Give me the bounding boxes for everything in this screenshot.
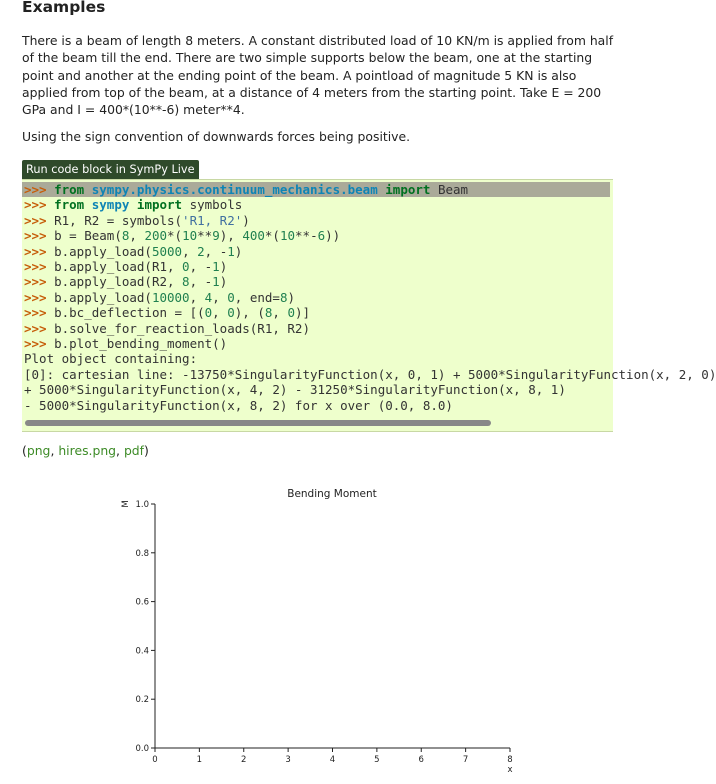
code-token: 8: [279, 289, 288, 305]
x-tick-label: 7: [462, 755, 469, 765]
code-token: ,: [212, 289, 228, 305]
code-input-line: [24, 228, 340, 243]
code-token: ): [287, 289, 295, 305]
hires-png-link[interactable]: hires.png: [58, 443, 117, 458]
code-input-line: [24, 321, 310, 336]
code-token: 0: [182, 259, 190, 274]
code-token: )]: [294, 305, 311, 321]
code-token: 400: [242, 228, 265, 244]
x-tick-label: 2: [241, 755, 247, 765]
code-token: b.apply_load(R2,: [54, 274, 183, 290]
run-sympy-live-button[interactable]: Run code block in SymPy Live: [22, 160, 199, 179]
code-token: ): [234, 243, 243, 259]
code-token: 1: [227, 243, 235, 259]
code-prompt: >>>: [24, 182, 55, 197]
code-token: 2: [197, 243, 205, 259]
code-token: ,: [189, 289, 205, 305]
code-token: R1, R2 = symbols(: [54, 212, 183, 228]
code-token: b.bc_deflection = [(: [54, 305, 205, 321]
links-separator: ,: [50, 443, 59, 458]
pdf-link[interactable]: pdf: [123, 443, 145, 458]
code-token: **-: [295, 228, 318, 244]
code-prompt: >>>: [24, 228, 55, 244]
code-token: from: [54, 197, 85, 213]
sign-convention-paragraph: Using the sign convention of downwards forces being positive.: [22, 129, 411, 144]
code-input-line: [24, 197, 242, 212]
y-tick-label: 0.8: [135, 548, 149, 559]
code-token: 5000: [151, 243, 183, 259]
bending-moment-plot: [0, 478, 627, 780]
code-prompt: >>>: [24, 320, 55, 336]
code-token: 0: [227, 289, 235, 305]
code-output-line: [24, 382, 566, 397]
links-open-paren: (: [22, 443, 27, 458]
code-output-line: [24, 351, 197, 366]
y-tick-label: 0.4: [135, 646, 149, 657]
code-token: ,: [272, 305, 288, 321]
code-token: 1: [212, 259, 220, 274]
y-tick-label: 0.0: [135, 744, 149, 754]
code-prompt: >>>: [24, 336, 55, 351]
code-input-line: [24, 274, 227, 289]
code-prompt: >>>: [24, 305, 55, 321]
code-token: Beam: [430, 182, 469, 197]
code-token: b.plot_bending_moment(): [54, 336, 228, 351]
x-tick-label: 6: [418, 755, 424, 765]
code-token: b.apply_load(: [54, 289, 152, 305]
code-token: b.solve_for_reaction_loads(R1, R2): [54, 320, 310, 336]
code-token: Plot object containing:: [24, 351, 198, 367]
x-tick-label: 1: [196, 755, 203, 765]
code-token: , -: [189, 274, 213, 290]
code-input-line: [22, 182, 610, 197]
code-output-line: [24, 398, 453, 413]
code-token: symbols: [182, 197, 243, 213]
code-block[interactable]: [22, 179, 716, 432]
code-token: 10: [279, 228, 296, 244]
x-tick-label: 0: [152, 755, 158, 765]
code-token: b.apply_load(R1,: [54, 259, 183, 274]
x-tick-label: 4: [329, 755, 336, 765]
code-token: *(: [167, 228, 183, 244]
download-links: [22, 443, 149, 458]
code-token: [84, 197, 92, 212]
code-prompt: >>>: [24, 212, 55, 228]
code-input-line: [24, 290, 295, 305]
code-prompt: >>>: [24, 243, 55, 259]
x-tick-label: 8: [507, 755, 513, 765]
code-token: 9: [212, 228, 220, 244]
code-output-line: [24, 367, 716, 382]
code-token: , -: [189, 259, 213, 274]
code-token: 1: [212, 274, 220, 290]
code-prompt: >>>: [24, 274, 55, 290]
problem-paragraph: There is a beam of length 8 meters. A constant distributed load of 10 KN/m is applied from half of the beam till the end. There are two simple supports below the beam, one at the starting point and another at the ending point of the beam. A pointload of magnitude 5 KN is also applied from top of the beam, at a distance of 4 meters from the starting point. Take E = 200 GPa and I = 400*(10**-6) meter**4.: [22, 33, 614, 118]
y-tick-label: 0.2: [135, 695, 149, 706]
y-tick-label: 1.0: [135, 500, 149, 510]
code-token: b.apply_load(: [54, 243, 152, 259]
code-token: 8: [121, 228, 130, 244]
code-token: import: [136, 197, 183, 213]
code-token: sympy: [91, 197, 130, 213]
code-token: ,: [212, 305, 228, 321]
code-token: ): [242, 212, 250, 228]
code-token: ), (: [234, 305, 265, 321]
code-token: 8: [182, 274, 190, 290]
code-token: [0]: cartesian line: -13750*SingularityFunction(x, 0, 1) + 5000*SingularityFunction(x, 2, 0): [24, 366, 716, 382]
code-input-line: [24, 259, 227, 274]
code-token: ): [219, 274, 228, 290]
code-token: sympy.physics.continuum_mechanics.beam: [91, 182, 378, 197]
png-link[interactable]: png: [26, 443, 51, 458]
code-token: 10: [182, 228, 198, 244]
code-token: - 5000*SingularityFunction(x, 8, 2) for x over (0.0, 8.0): [24, 397, 453, 413]
code-token: ,: [129, 228, 145, 244]
code-horizontal-scrollbar[interactable]: [25, 420, 491, 426]
code-token: 10000: [151, 289, 190, 305]
code-token: 6: [317, 228, 326, 244]
y-axis-label: M: [121, 500, 131, 508]
code-input-line: [24, 305, 310, 320]
code-token: 0: [204, 305, 213, 321]
chart-title: Bending Moment: [287, 488, 377, 500]
code-token: ): [219, 259, 228, 274]
code-token: 0: [287, 305, 295, 321]
y-tick-label: 0.6: [135, 597, 149, 608]
code-prompt: >>>: [24, 259, 55, 274]
code-token: from: [54, 182, 85, 197]
x-tick-label: 5: [374, 755, 380, 765]
code-token: ,: [182, 243, 198, 259]
code-input-line: [24, 336, 227, 351]
code-token: )): [325, 228, 341, 244]
code-token: 'R1, R2': [182, 212, 243, 228]
code-token: + 5000*SingularityFunction(x, 4, 2) - 31250*SingularityFunction(x, 8, 1): [24, 382, 566, 398]
code-prompt: >>>: [24, 289, 55, 305]
code-token: ),: [219, 228, 243, 244]
code-token: [129, 197, 137, 212]
code-prompt: >>>: [24, 197, 55, 213]
code-token: 8: [264, 305, 273, 321]
links-close-paren: ): [144, 443, 149, 458]
code-token: *(: [264, 228, 280, 244]
code-input-line: [24, 244, 242, 259]
plot-svg: [0, 478, 627, 780]
links-separator: ,: [116, 443, 124, 458]
code-token: [84, 182, 92, 197]
x-tick-label: 3: [285, 755, 291, 765]
code-token: b = Beam(: [54, 228, 122, 244]
code-token: , -: [204, 243, 228, 259]
code-token: import: [385, 182, 431, 197]
code-token: 4: [204, 289, 213, 305]
section-heading: Examples: [22, 0, 106, 16]
code-token: **: [197, 228, 213, 244]
code-token: 200: [144, 228, 168, 244]
code-token: 0: [227, 305, 235, 321]
code-input-line: [24, 213, 250, 228]
code-token: , end=: [234, 289, 280, 305]
x-axis-label: x: [507, 765, 513, 775]
